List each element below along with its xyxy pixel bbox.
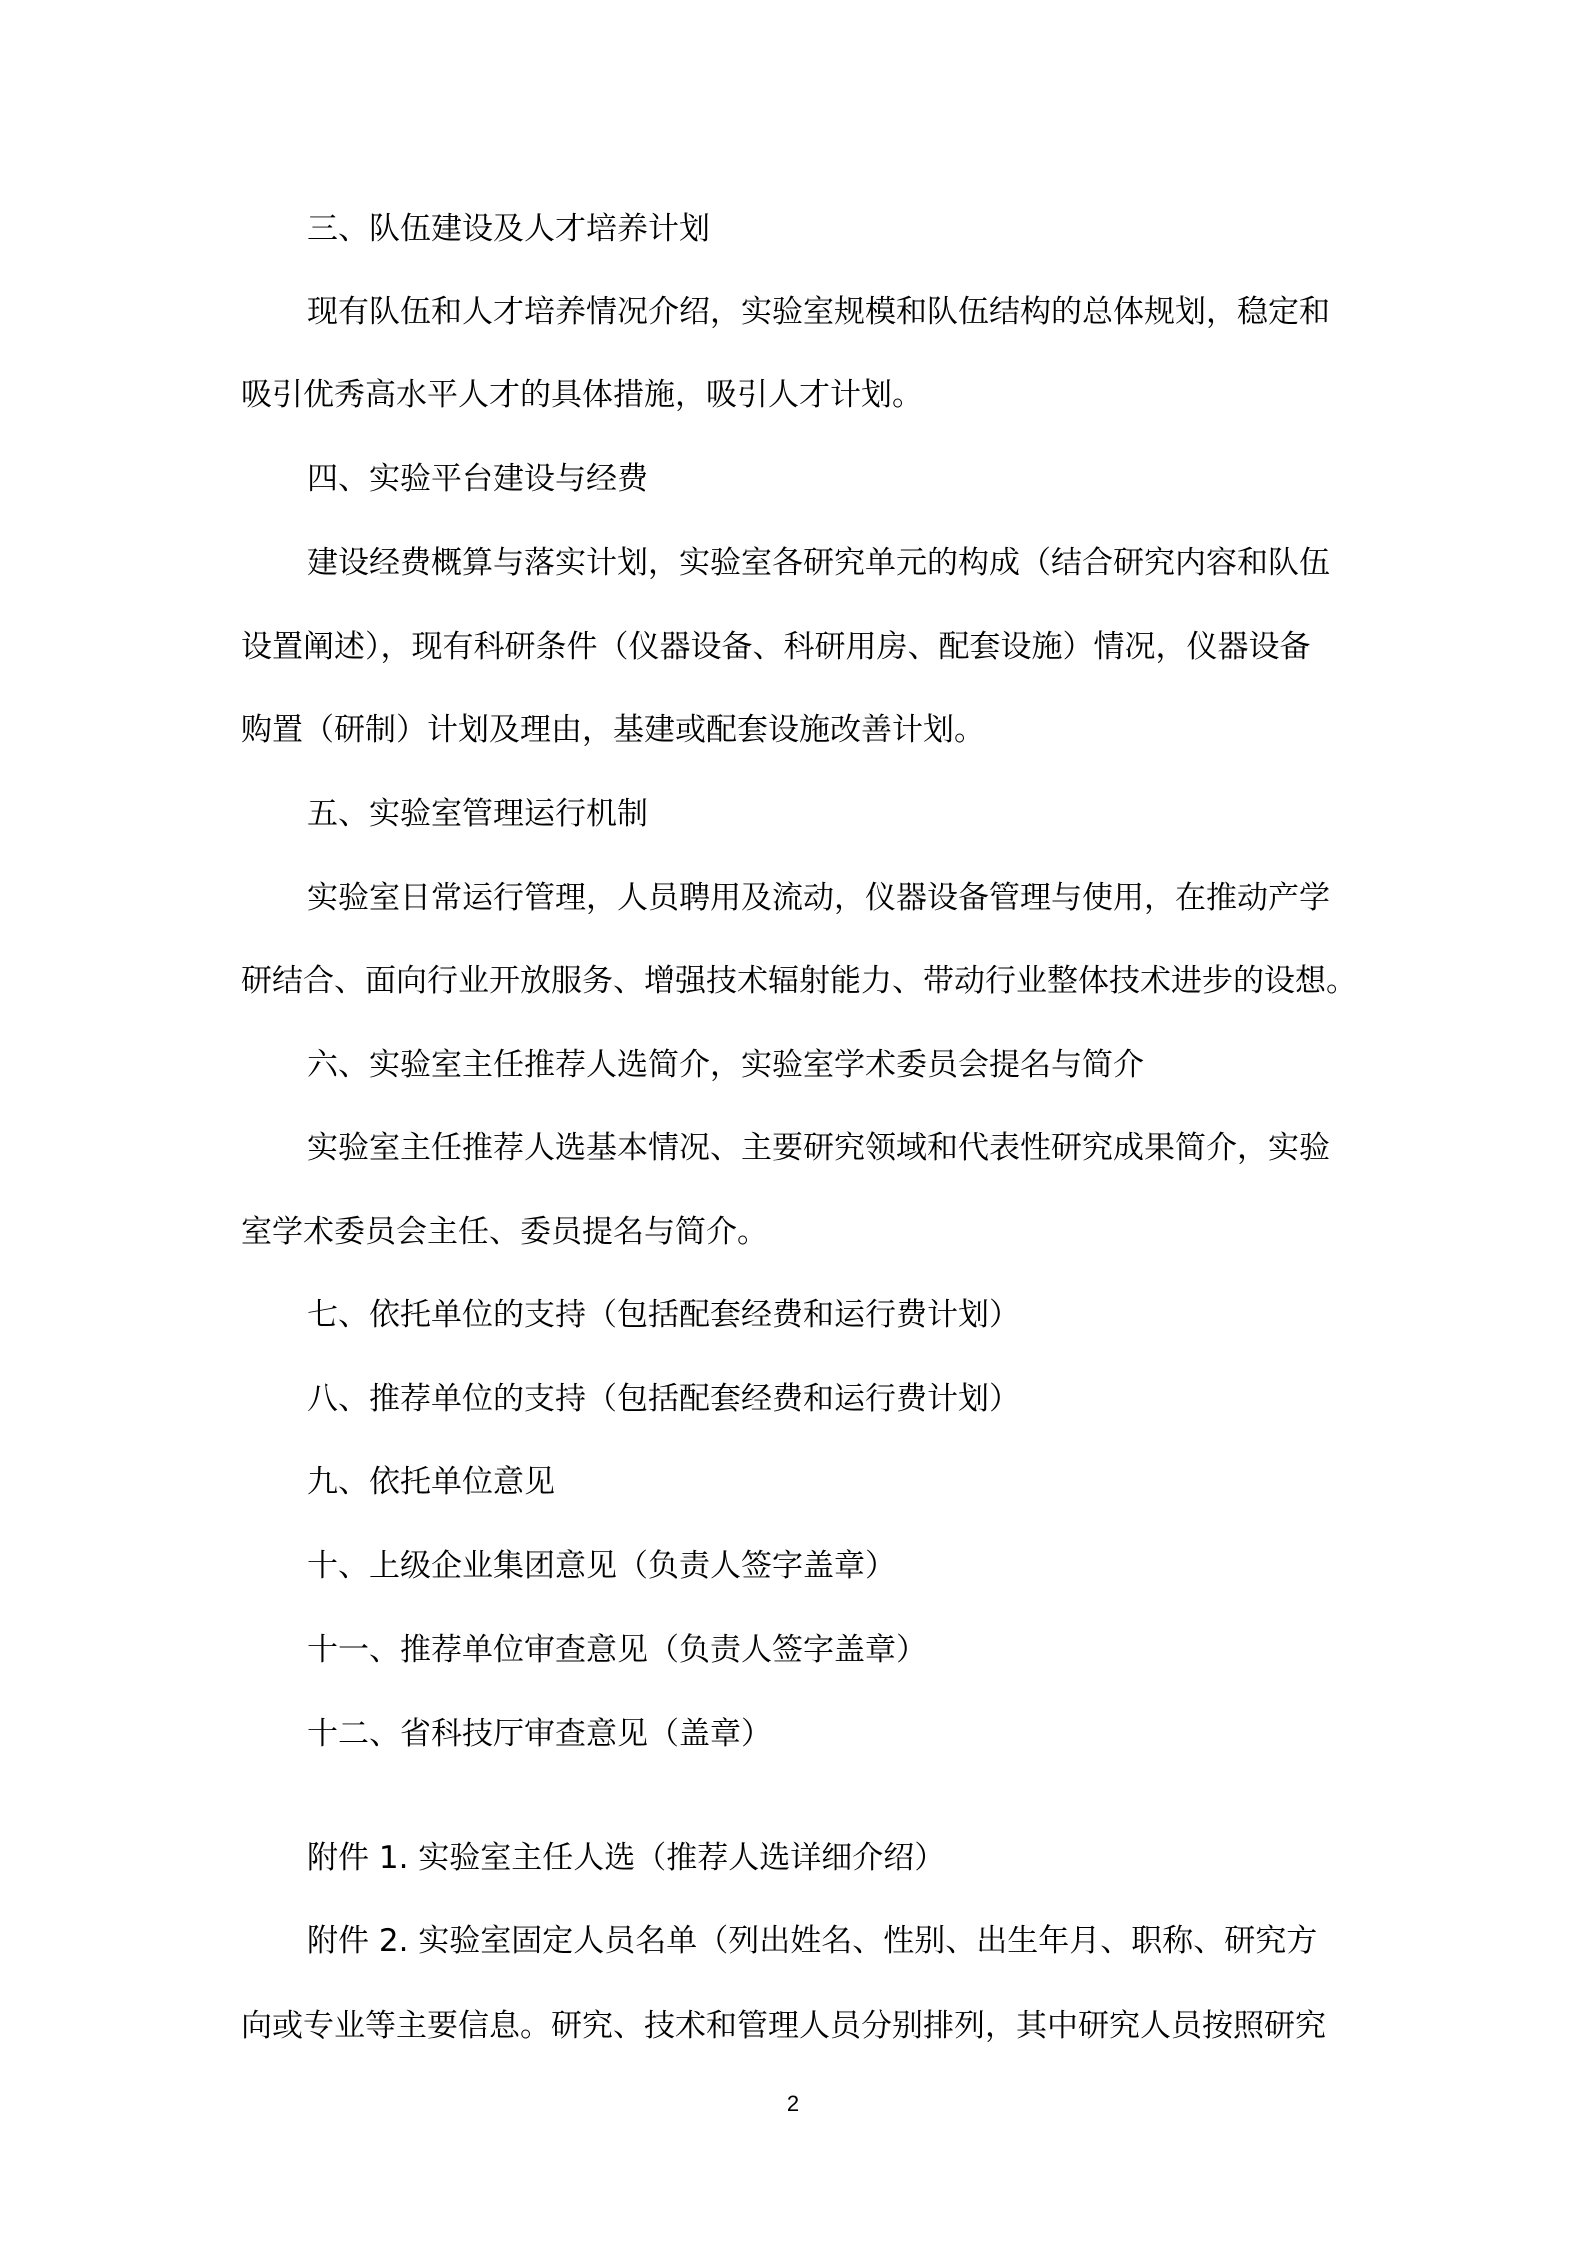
section-11-heading: 十一、推荐单位审查意见（负责人签字盖章） (307, 1632, 927, 1668)
section-3-heading: 三、队伍建设及人才培养计划 (307, 211, 710, 247)
section-12-heading: 十二、省科技厅审查意见（盖章） (307, 1716, 772, 1752)
section-5-paragraph-line: 研结合、面向行业开放服务、增强技术辐射能力、带动行业整体技术进步的设想。 (241, 963, 1357, 999)
section-3-paragraph-line: 吸引优秀高水平人才的具体措施，吸引人才计划。 (241, 377, 923, 413)
section-4-paragraph-line: 设置阐述），现有科研条件（仪器设备、科研用房、配套设施）情况，仪器设备 (241, 629, 1311, 665)
section-5-heading: 五、实验室管理运行机制 (307, 796, 648, 832)
section-6-paragraph-line: 实验室主任推荐人选基本情况、主要研究领域和代表性研究成果简介，实验 (307, 1130, 1330, 1166)
section-4-paragraph-line: 购置（研制）计划及理由，基建或配套设施改善计划。 (241, 712, 985, 748)
section-9-heading: 九、依托单位意见 (307, 1464, 555, 1500)
attachment-1: 附件 1. 实验室主任人选（推荐人选详细介绍） (307, 1840, 946, 1876)
attachment-2-line: 附件 2. 实验室固定人员名单（列出姓名、性别、出生年月、职称、研究方 (307, 1923, 1318, 1959)
section-7-heading: 七、依托单位的支持（包括配套经费和运行费计划） (307, 1297, 1020, 1333)
section-10-heading: 十、上级企业集团意见（负责人签字盖章） (307, 1548, 896, 1584)
section-8-heading: 八、推荐单位的支持（包括配套经费和运行费计划） (307, 1381, 1020, 1417)
section-4-heading: 四、实验平台建设与经费 (307, 461, 648, 497)
section-3-paragraph-line: 现有队伍和人才培养情况介绍，实验室规模和队伍结构的总体规划，稳定和 (307, 294, 1330, 330)
section-6-heading: 六、实验室主任推荐人选简介，实验室学术委员会提名与简介 (307, 1047, 1144, 1083)
section-5-paragraph-line: 实验室日常运行管理，人员聘用及流动，仪器设备管理与使用，在推动产学 (307, 880, 1330, 916)
section-6-paragraph-line: 室学术委员会主任、委员提名与简介。 (241, 1214, 768, 1250)
attachment-2-line: 向或专业等主要信息。研究、技术和管理人员分别排列，其中研究人员按照研究 (241, 2008, 1326, 2044)
page-number: 2 (786, 2091, 800, 2116)
section-4-paragraph-line: 建设经费概算与落实计划，实验室各研究单元的构成（结合研究内容和队伍 (307, 545, 1330, 581)
